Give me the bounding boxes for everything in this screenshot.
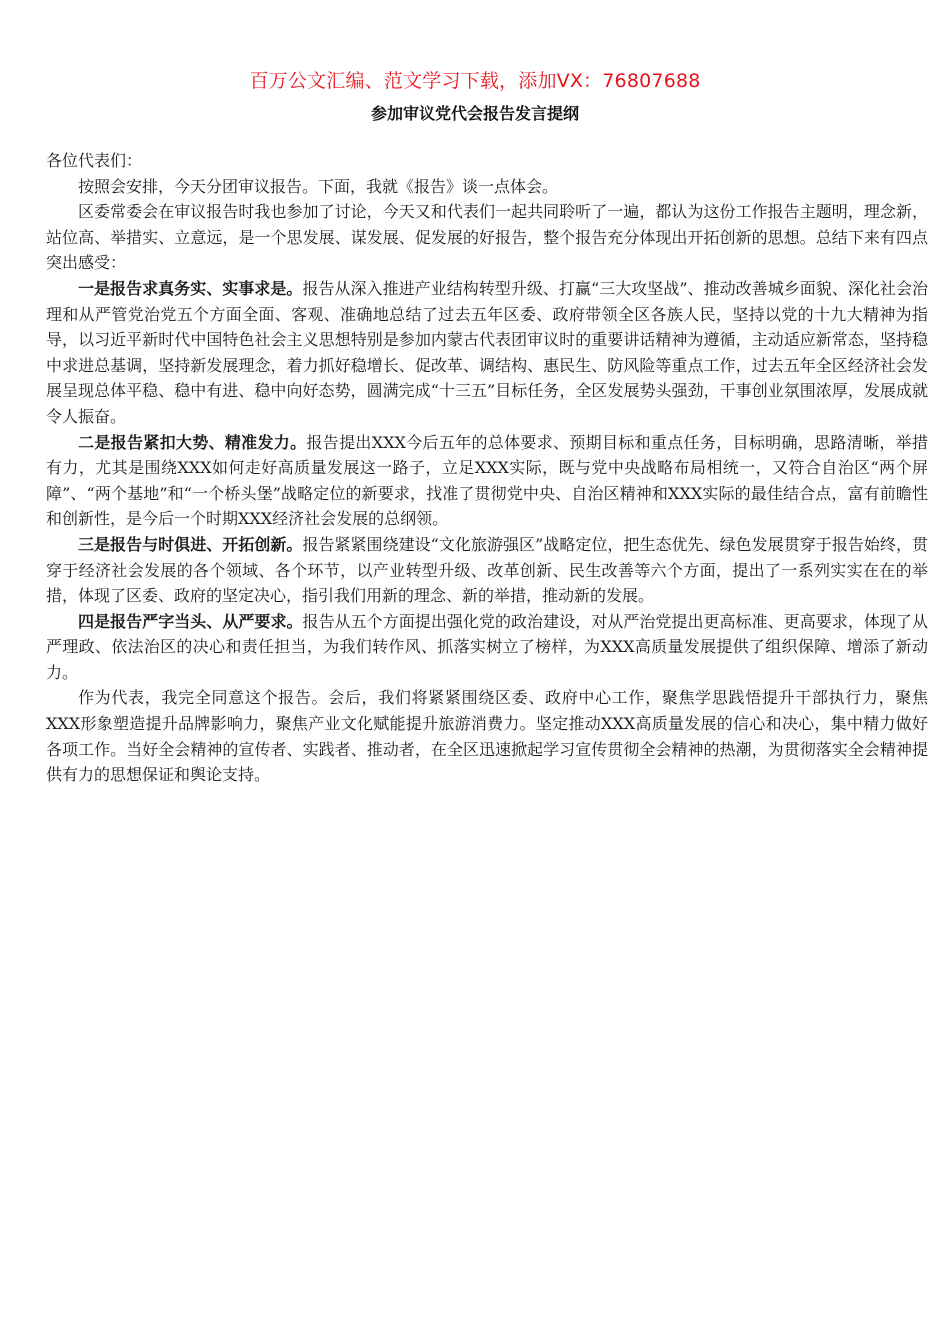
point-text-2: 报告提出XXX今后五年的总体要求、预期目标和重点任务，目标明确，思路清晰，举措有力，尤其是围绕XXX如何走好高质量发展这一路子，立足XXX实际，既与党中央战略布局相统一，又符合自治区“两个屏障”、“两个基地”和“一个桥头堡”战略定位的新要求，找准了贯彻党中央、自治区精神和XXX实际的最佳结合点，富有前瞻性和创新性，是今后一个时期XXX经济社会发展的总纲领。 xyxy=(46,432,928,529)
salutation: 各位代表们： xyxy=(46,151,143,170)
point-text-3: 报告紧紧围绕建设“文化旅游强区”战略定位，把生态优先、绿色发展贯穿于报告始终，贯穿于经济社会发展的各个领域、各个环节，以产业转型升级、改革创新、民生改善等六个方面，提出了一系列实实在在的举措，体现了区委、政府的坚定决心，指引我们用新的理念、新的举措，推动新的发展。 xyxy=(46,534,928,606)
document-title: 参加审议党代会报告发言提纲 xyxy=(370,104,579,123)
point-paragraph-4 xyxy=(46,609,928,686)
watermark-banner: 百万公文汇编、范文学习下载，添加VX：76807688 xyxy=(249,70,701,92)
conclusion-paragraph: 作为代表，我完全同意这个报告。会后，我们将紧紧围绕区委、政府中心工作，聚焦学思践悟提升干部执行力，聚焦XXX形象塑造提升品牌影响力，聚焦产业文化赋能提升旅游消费力。坚定推动XXX高质量发展的信心和决心，集中精力做好各项工作。当好全会精神的宣传者、实践者、推动者，在全区迅速掀起学习宣传贯彻全会精神的热潮，为贯彻落实全会精神提供有力的思想保证和舆论支持。 xyxy=(46,688,928,785)
point-heading-4: 四是报告严字当头、从严要求。 xyxy=(78,611,303,631)
point-paragraph-1 xyxy=(46,276,928,430)
intro-paragraph: 按照会安排，今天分团审议报告。下面，我就《报告》谈一点体会。 xyxy=(78,176,559,196)
document-body xyxy=(46,148,928,788)
point-heading-1: 一是报告求真务实、实事求是。 xyxy=(78,278,303,298)
point-heading-3: 三是报告与时俱进、开拓创新。 xyxy=(78,534,303,554)
point-paragraph-2 xyxy=(46,430,928,532)
point-text-4: 报告从五个方面提出强化党的政治建设，对从严治党提出更高标准、更高要求，体现了从严理政、依法治区的决心和责任担当，为我们转作风、抓落实树立了榜样，为XXX高质量发展提供了组织保障、增添了新动力。 xyxy=(46,611,928,682)
overview-paragraph: 区委常委会在审议报告时我也参加了讨论，今天又和代表们一起共同聆听了一遍，都认为这份工作报告主题明，理念新，站位高、举措实、立意远，是一个思发展、谋发展、促发展的好报告，整个报告充分体现出开拓创新的思想。总结下来有四点突出感受： xyxy=(46,202,928,273)
point-text-1: 报告从深入推进产业结构转型升级、打赢“三大攻坚战”、推动改善城乡面貌、深化社会治理和从严管党治党五个方面全面、客观、准确地总结了过去五年区委、政府带领全区各族人民，坚持以党的十九大精神为指导，以习近平新时代中国特色社会主义思想特别是参加内蒙古代表团审议时的重要讲话精神为遵循，主动适应新常态，坚持稳中求进总基调，坚持新发展理念，着力抓好稳增长、促改革、调结构、惠民生、防风险等重点工作，过去五年全区经济社会发展呈现总体平稳、稳中有进、稳中向好态势，圆满完成“十三五”目标任务，全区发展势头强劲，干事创业氛围浓厚，发展成就令人振奋。 xyxy=(46,278,928,426)
point-heading-2: 二是报告紧扣大势、精准发力。 xyxy=(78,432,307,452)
point-paragraph-3 xyxy=(46,532,928,609)
